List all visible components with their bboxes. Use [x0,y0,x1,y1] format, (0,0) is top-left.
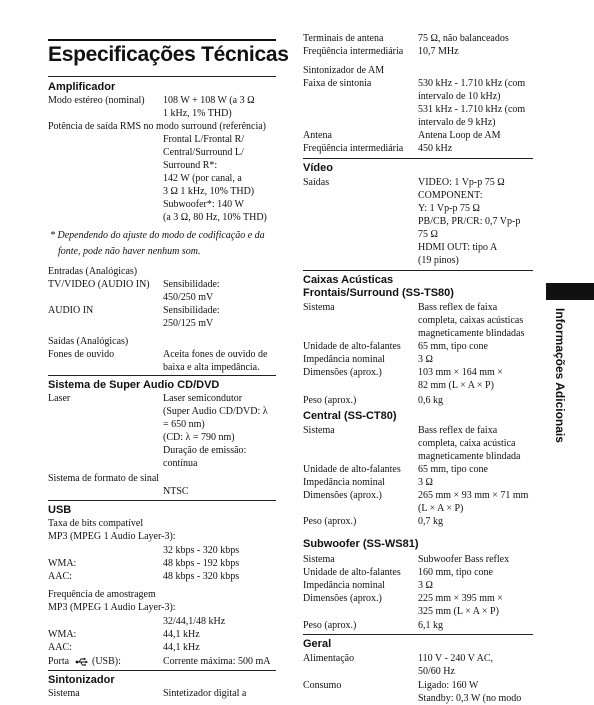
spec-label: Impedância nominal [303,580,385,591]
spec-label: Frequência de amostragem [48,589,156,600]
spec-value: Y: 1 Vp-p 75 Ω [418,203,480,214]
section-heading-center: Central (SS-CT80) [303,410,397,422]
side-tab-marker [546,283,594,300]
spec-value: PB/CB, PR/CR: 0,7 Vp-p [418,216,521,227]
spec-value: (19 pinos) [418,255,459,266]
spec-value: Corrente máxima: 500 mA [163,656,271,667]
spec-label: Entradas (Analógicas) [48,266,138,277]
spec-label: MP3 (MPEG 1 Audio Layer-3): [48,602,176,613]
spec-label: Laser [48,393,71,404]
spec-value: HDMI OUT: tipo A [418,242,498,253]
spec-value: 265 mm × 93 mm × 71 mm [418,490,529,501]
spec-label: WMA: [48,629,77,640]
spec-label: Sistema [303,554,335,565]
section-rule [48,670,276,671]
spec-value: (L × A × P) [418,503,464,514]
spec-value: (CD: λ = 790 nm) [163,432,235,443]
spec-value: Central/Surround L/ [163,147,244,158]
spec-value: Laser semicondutor [163,393,243,404]
spec-value: 110 V - 240 V AC, [418,653,494,664]
spec-label: TV/VIDEO (AUDIO IN) [48,279,150,290]
section-heading-amplifier: Amplificador [48,81,116,93]
section-rule [48,375,276,376]
spec-label: Peso (aprox.) [303,516,357,527]
spec-label: Unidade de alto-falantes [303,567,401,578]
spec-value: 3 Ω [418,354,433,365]
spec-label: Freqüência intermediária [303,46,404,57]
spec-label: Unidade de alto-falantes [303,341,401,352]
section-heading-usb: USB [48,504,72,516]
section-heading-general: Geral [303,638,332,650]
spec-value: Aceita fones de ouvido de [163,349,268,360]
spec-value: Bass reflex de faixa [418,302,498,313]
spec-value: completa, caixas acústicas [418,315,524,326]
section-rule [303,270,533,271]
spec-value: 6,1 kg [418,620,443,631]
spec-label: Fones de ouvido [48,349,115,360]
spec-value: (Super Audio CD/DVD: λ [163,406,268,417]
spec-label: Dimensões (aprox.) [303,490,382,501]
spec-value: 108 W + 108 W (a 3 Ω [163,95,255,106]
spec-label: Sistema [303,302,335,313]
spec-label: MP3 (MPEG 1 Audio Layer-3): [48,531,176,542]
spec-value: Ligado: 160 W [418,680,479,691]
section-rule [48,76,276,77]
spec-label: Antena [303,130,332,141]
spec-value: magneticamente blindada [418,451,521,462]
spec-value: 75 Ω, não balanceados [418,33,509,44]
spec-value: 1 kHz, 1% THD) [163,108,232,119]
spec-label: AAC: [48,571,72,582]
spec-label: WMA: [48,558,77,569]
spec-value: Sensibilidade: [163,279,220,290]
spec-label: Potência de saída RMS no modo surround (referência) [48,121,266,132]
spec-value: contínua [163,458,198,469]
section-heading-front-speakers-model: Frontais/Surround (SS-TS80) [303,287,454,299]
spec-label: Sistema de formato de sinal [48,473,160,484]
spec-label: Impedância nominal [303,477,385,488]
spec-value: completa, caixa acústica [418,438,516,449]
spec-value: 3 Ω 1 kHz, 10% THD) [163,186,255,197]
spec-value: 3 Ω [418,477,433,488]
spec-value: 103 mm × 164 mm × [418,367,503,378]
spec-label: (USB): [92,656,121,667]
section-heading-front-speakers: Caixas Acústicas [303,274,394,286]
spec-value: 142 W (por canal, a [163,173,242,184]
spec-value: 44,1 kHz [163,629,200,640]
spec-label: Saídas (Analógicas) [48,336,129,347]
spec-value: baixa e alta impedância. [163,362,260,373]
spec-value: Subwoofer Bass reflex [418,554,510,565]
section-heading-tuner: Sintonizador [48,674,115,686]
spec-value: 250/125 mV [163,318,214,329]
spec-value: Bass reflex de faixa [418,425,498,436]
spec-value: Subwoofer*: 140 W [163,199,244,210]
side-tab-label [553,308,567,456]
spec-value: 530 kHz - 1.710 kHz (com [418,78,526,89]
spec-label: Consumo [303,680,342,691]
spec-value: 531 kHz - 1.710 kHz (com [418,104,526,115]
spec-value: 75 Ω [418,229,438,240]
spec-value: 0,6 kg [418,395,443,406]
section-rule [303,634,533,635]
spec-label: Taxa de bits compatível [48,518,144,529]
section-heading-video: Vídeo [303,162,333,174]
spec-value: Sintetizador digital a [163,688,247,699]
spec-value: 0,7 kg [418,516,443,527]
spec-label: AUDIO IN [48,305,94,316]
spec-label: Peso (aprox.) [303,620,357,631]
spec-value: Frontal L/Frontal R/ [163,134,245,145]
spec-value: 160 mm, tipo cone [418,567,493,578]
footnote: fonte, pode não haver nenhum som. [58,246,201,257]
spec-label: Terminais de antena [303,33,384,44]
spec-label: Freqüência intermediária [303,143,404,154]
spec-value: = 650 nm) [163,419,205,430]
spec-label: Sistema [303,425,335,436]
section-heading-sacd: Sistema de Super Audio CD/DVD [48,379,220,391]
spec-label: AAC: [48,642,72,653]
spec-value: 65 mm, tipo cone [418,464,488,475]
side-tab-text: Informações Adicionais [553,308,567,443]
spec-label: Porta [48,656,70,667]
spec-label: Sistema [48,688,80,699]
spec-value: Standby: 0,3 W (no modo [418,693,522,704]
spec-value: Antena Loop de AM [418,130,501,141]
spec-label: Peso (aprox.) [303,395,357,406]
footnote: * Dependendo do ajuste do modo de codificação e da [50,230,265,241]
spec-value: VIDEO: 1 Vp-p 75 Ω [418,177,505,188]
spec-value: 3 Ω [418,580,433,591]
spec-value: 225 mm × 395 mm × [418,593,503,604]
spec-label: Dimensões (aprox.) [303,593,382,604]
spec-value: intervalo de 10 kHz) [418,91,501,102]
spec-value: NTSC [163,486,189,497]
section-rule [303,158,533,159]
spec-label: Faixa de sintonia [303,78,372,89]
spec-label: Alimentação [303,653,355,664]
spec-label: Modo estéreo (nominal) [48,95,145,106]
spec-value: 325 mm (L × A × P) [418,606,499,617]
spec-value: 65 mm, tipo cone [418,341,488,352]
spec-value: 48 kbps - 192 kbps [163,558,240,569]
spec-label: Sintonizador de AM [303,65,385,76]
spec-value: Duração de emissão: [163,445,247,456]
spec-value: (a 3 Ω, 80 Hz, 10% THD) [163,212,267,223]
spec-value: 44,1 kHz [163,642,200,653]
section-rule [48,500,276,501]
spec-value: 450 kHz [418,143,453,154]
section-heading-subwoofer: Subwoofer (SS-WS81) [303,538,419,550]
spec-value: 32 kbps - 320 kbps [163,545,240,556]
spec-value: 32/44,1/48 kHz [163,616,226,627]
page-title: Especificações Técnicas [48,43,289,66]
spec-value: 10,7 MHz [418,46,459,57]
spec-value: 48 kbps - 320 kbps [163,571,240,582]
title-rule [48,39,276,41]
spec-value: COMPONENT: [418,190,483,201]
spec-value: magneticamente blindadas [418,328,525,339]
spec-label: Dimensões (aprox.) [303,367,382,378]
spec-label: Unidade de alto-falantes [303,464,401,475]
spec-value: 450/250 mV [163,292,214,303]
spec-value: Sensibilidade: [163,305,220,316]
spec-value: 50/60 Hz [418,666,455,677]
usb-icon [75,657,89,667]
spec-label: Impedância nominal [303,354,385,365]
spec-value: intervalo de 9 kHz) [418,117,496,128]
spec-value: 82 mm (L × A × P) [418,380,494,391]
spec-label: Saídas [303,177,330,188]
spec-value: Surround R*: [163,160,218,171]
